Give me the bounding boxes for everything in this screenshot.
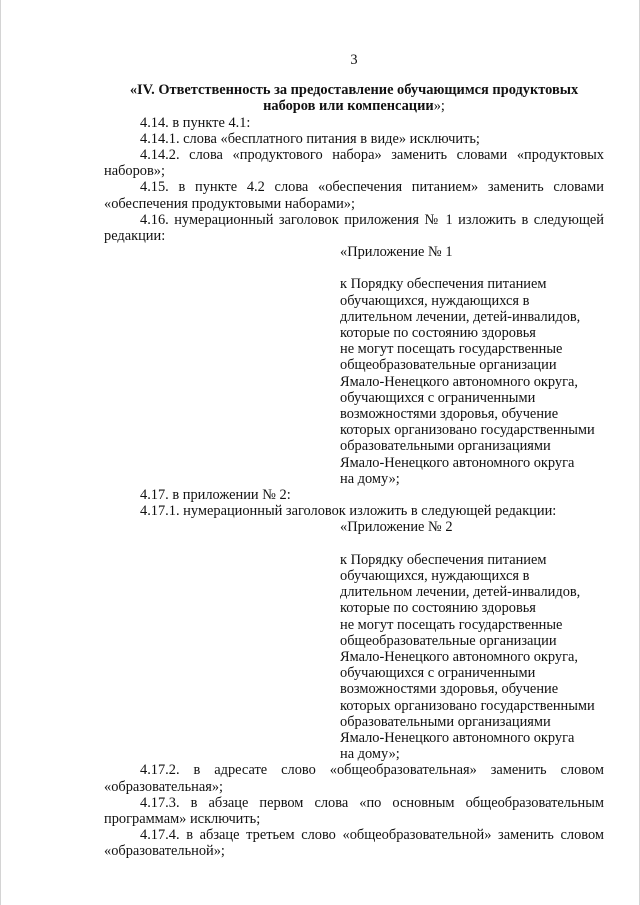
annex-1-line: не могут посещать государственные (340, 341, 563, 358)
section-heading (104, 82, 604, 114)
annex-2-line: которые по состоянию здоровья (340, 600, 536, 617)
annex-2-line: обучающихся с ограниченными (340, 665, 536, 682)
annex-1-line: на дому»; (340, 470, 400, 487)
annex-2-heading-block (340, 519, 608, 762)
annex-1-line: общеобразовательные организации (340, 357, 557, 374)
item-4-17: 4.17. в приложении № 2: (140, 487, 291, 504)
item-4-15: 4.15. в пункте 4.2 слова «обеспечения питанием» заменить словами «обеспечения продуктовыми наборами»; (104, 179, 604, 212)
item-4-14: 4.14. в пункте 4.1: (140, 114, 251, 131)
page-left-edge (0, 0, 1, 905)
item-4-14-1: 4.14.1. слова «бесплатного питания в виде» исключить; (140, 130, 480, 147)
annex-2-line: обучающихся, нуждающихся в (340, 567, 530, 584)
item-4-17-2: 4.17.2. в адресате слово «общеобразовательная» заменить словом «образовательная»; (104, 762, 604, 795)
item-4-17-3: 4.17.3. в абзаце первом слова «по основным общеобразовательным программам» исключить; (104, 794, 604, 827)
annex-2-line: возможностями здоровья, обучение (340, 681, 559, 698)
annex-2-line: к Порядку обеспечения питанием (340, 551, 547, 568)
annex-2-line: которых организовано государственными (340, 697, 595, 714)
annex-1-title: «Приложение № 1 (340, 244, 453, 261)
annex-1-line: возможностями здоровья, обучение (340, 406, 559, 423)
annex-2-line: на дому»; (340, 746, 400, 763)
heading-open-quote: « (129, 82, 138, 99)
annex-2-title: «Приложение № 2 (340, 519, 453, 536)
annex-2-line: не могут посещать государственные (340, 616, 563, 633)
annex-1-heading-block (340, 244, 608, 487)
page-number: 3 (350, 52, 358, 68)
annex-2-line: Ямало-Ненецкого автономного округа, (340, 648, 579, 665)
annex-2-line: общеобразовательные организации (340, 632, 557, 649)
annex-1-line: которые по состоянию здоровья (340, 325, 536, 342)
annex-2-line: длительном лечении, детей-инвалидов, (340, 584, 581, 601)
heading-tail: »; (433, 98, 445, 115)
annex-1-line: Ямало-Ненецкого автономного округа, (340, 373, 579, 390)
annex-2-line: Ямало-Ненецкого автономного округа (340, 729, 575, 746)
heading-text: IV. Ответственность за предоставление обучающимся продуктовых наборов или компенсации (137, 82, 579, 115)
annex-1-line: длительном лечении, детей-инвалидов, (340, 308, 581, 325)
annex-1-line: обучающихся, нуждающихся в (340, 292, 530, 309)
item-4-17-1: 4.17.1. нумерационный заголовок изложить в следующей редакции: (140, 503, 557, 520)
annex-1-line: образовательными организациями (340, 438, 551, 455)
annex-1-line: к Порядку обеспечения питанием (340, 276, 547, 293)
document-page (104, 52, 604, 860)
item-4-17-4: 4.17.4. в абзаце третьем слово «общеобразовательной» заменить словом «образовательной»; (104, 827, 604, 860)
annex-2-line: образовательными организациями (340, 713, 551, 730)
item-4-16: 4.16. нумерационный заголовок приложения № 1 изложить в следующей редакции: (104, 211, 604, 245)
item-4-14-2: 4.14.2. слова «продуктового набора» заменить словами «продуктовых наборов»; (104, 147, 604, 180)
annex-1-line: обучающихся с ограниченными (340, 389, 536, 406)
annex-1-line: которых организовано государственными (340, 422, 595, 439)
annex-1-line: Ямало-Ненецкого автономного округа (340, 454, 575, 471)
